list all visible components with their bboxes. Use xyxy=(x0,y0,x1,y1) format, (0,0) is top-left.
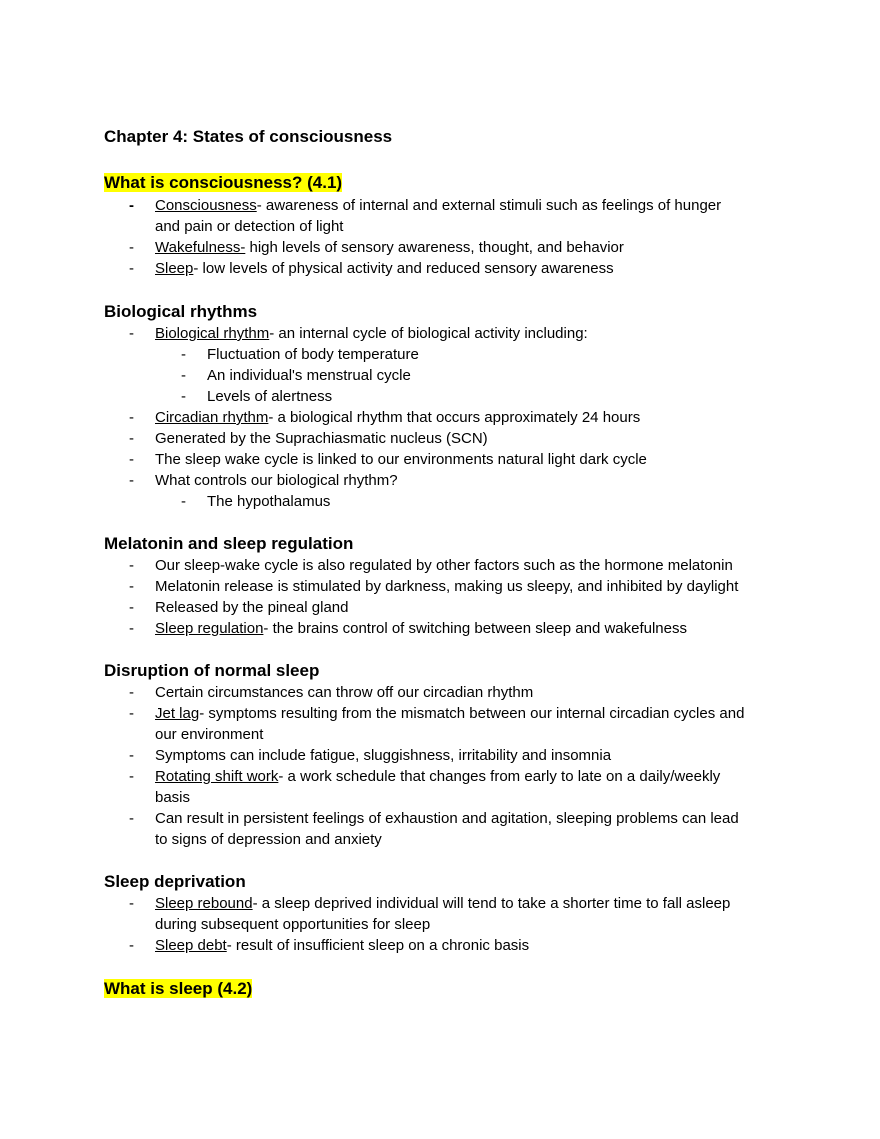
definition-continuation: and pain or detection of light xyxy=(155,218,344,235)
bullet-dash: - xyxy=(129,747,134,764)
bullet-dash: - xyxy=(129,409,134,426)
bullet-dash: - xyxy=(129,472,134,489)
item-text: Melatonin release is stimulated by darkness, making us sleepy, and inhibited by daylight xyxy=(155,578,739,595)
bullet-dash: - xyxy=(129,684,134,701)
definition-continuation: during subsequent opportunities for sleep xyxy=(155,916,431,933)
term: Biological rhythm xyxy=(155,325,270,342)
sub-item-text: Levels of alertness xyxy=(207,388,333,405)
definition: - an internal cycle of biological activity including: xyxy=(269,325,588,342)
bullet-dash: - xyxy=(129,599,134,616)
definition: high levels of sensory awareness, thought, and behavior xyxy=(245,239,624,256)
item-text: Released by the pineal gland xyxy=(155,599,349,616)
term: Jet lag xyxy=(155,705,200,722)
section-heading-melatonin: Melatonin and sleep regulation xyxy=(104,534,354,553)
sub-item-text: Fluctuation of body temperature xyxy=(207,346,419,363)
section-heading-consciousness xyxy=(104,173,342,193)
term: Consciousness xyxy=(155,197,257,214)
term: Rotating shift work xyxy=(155,768,279,785)
item-text: What controls our biological rhythm? xyxy=(155,472,398,489)
definition: - a sleep deprived individual will tend to take a shorter time to fall asleep xyxy=(252,895,731,912)
term: Sleep rebound xyxy=(155,895,253,912)
definition-continuation: our environment xyxy=(155,726,264,743)
section-heading-biological-rhythms: Biological rhythms xyxy=(104,302,258,321)
bullet-dash: - xyxy=(129,260,134,277)
definition: - symptoms resulting from the mismatch between our internal circadian cycles and xyxy=(199,705,745,722)
bullet-dash: - xyxy=(129,430,134,447)
item-text-continuation: to signs of depression and anxiety xyxy=(155,831,382,848)
definition: - awareness of internal and external stimuli such as feelings of hunger xyxy=(256,197,722,214)
page-title: Chapter 4: States of consciousness xyxy=(104,127,393,146)
section-heading-disruption: Disruption of normal sleep xyxy=(104,661,320,680)
item-text: Symptoms can include fatigue, sluggishness, irritability and insomnia xyxy=(155,747,612,764)
term: Circadian rhythm xyxy=(155,409,269,426)
bullet-dash: - xyxy=(129,620,134,637)
bullet-dash: - xyxy=(129,768,134,785)
bullet-dash: - xyxy=(129,895,134,912)
definition: - a work schedule that changes from early to late on a daily/weekly xyxy=(278,768,721,785)
bullet-dash: - xyxy=(181,388,186,405)
bullet-dash: - xyxy=(129,239,134,256)
sub-item-text: An individual's menstrual cycle xyxy=(207,367,411,384)
bullet-dash: - xyxy=(129,810,134,827)
term: Sleep xyxy=(155,260,194,277)
sub-item-text: The hypothalamus xyxy=(207,493,331,510)
item-text: Can result in persistent feelings of exhaustion and agitation, sleeping problems can lead xyxy=(155,810,739,827)
bullet-dash: - xyxy=(181,367,186,384)
bullet-dash: - xyxy=(129,578,134,595)
term: Sleep regulation xyxy=(155,620,264,637)
bullet-dash: - xyxy=(181,346,186,363)
section-heading-what-is-sleep xyxy=(104,979,252,999)
item-text: Certain circumstances can throw off our circadian rhythm xyxy=(155,684,534,701)
bullet-dash: - xyxy=(129,937,134,954)
definition: - low levels of physical activity and reduced sensory awareness xyxy=(193,260,614,277)
term: Sleep debt xyxy=(155,937,227,954)
bullet-dash: - xyxy=(129,325,134,342)
item-text: The sleep wake cycle is linked to our environments natural light dark cycle xyxy=(155,451,647,468)
highlighted-heading: What is consciousness? (4.1) xyxy=(104,173,343,192)
bullet-dash: - xyxy=(129,705,134,722)
definition: - result of insufficient sleep on a chronic basis xyxy=(226,937,530,954)
bullet-dash: - xyxy=(181,493,186,510)
item-text: Our sleep-wake cycle is also regulated by other factors such as the hormone melatonin xyxy=(155,557,733,574)
term: Wakefulness- xyxy=(155,239,246,256)
definition: - the brains control of switching between sleep and wakefulness xyxy=(263,620,687,637)
bullet-dash: - xyxy=(129,557,134,574)
section-heading-sleep-deprivation: Sleep deprivation xyxy=(104,872,246,891)
bullet-dash: - xyxy=(129,451,134,468)
definition: - a biological rhythm that occurs approximately 24 hours xyxy=(268,409,641,426)
highlighted-heading: What is sleep (4.2) xyxy=(104,979,253,998)
bullet-dash: - xyxy=(129,197,134,214)
definition-continuation: basis xyxy=(155,789,191,806)
item-text: Generated by the Suprachiasmatic nucleus (SCN) xyxy=(155,430,488,447)
